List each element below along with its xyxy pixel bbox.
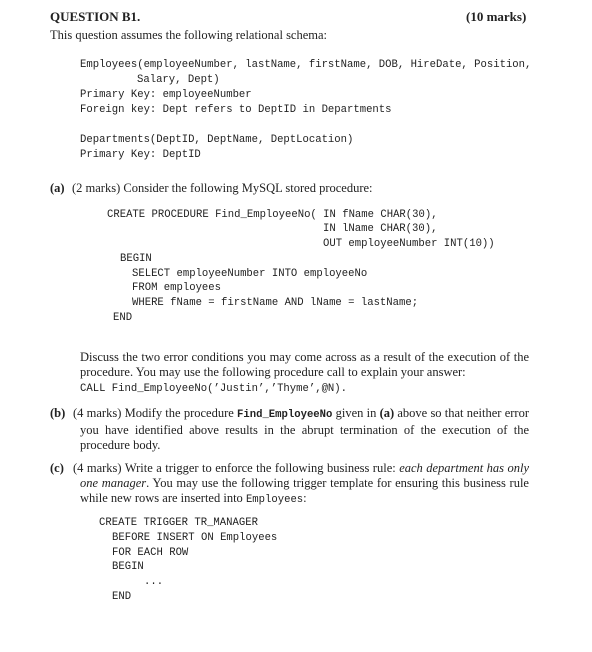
schema-employees-line2: Salary, Dept) (137, 74, 220, 86)
proc-begin: BEGIN (120, 253, 152, 265)
part-c-label: (c) (50, 461, 64, 475)
part-a-label: (a) (50, 181, 65, 195)
trigger-line1: CREATE TRIGGER TR_MANAGER (99, 517, 258, 529)
part-b-text-pre: (4 marks) Modify the procedure (73, 406, 238, 420)
part-c-text-pre: (4 marks) Write a trigger to enforce the following business rule: (73, 461, 400, 475)
part-b-proc-name: Find_EmployeeNo (237, 409, 333, 421)
part-b-ref: (a) (379, 406, 395, 420)
part-a-discuss-text: Discuss the two error conditions you may come across as a result of the execution of the procedure. You may use the following procedure call to explain your answer: (80, 350, 529, 379)
schema-departments-line: Departments(DeptID, DeptName, DeptLocation) (80, 134, 354, 146)
part-a-text: (2 marks) Consider the following MySQL stored procedure: (72, 181, 373, 195)
part-c-end-punct: : (303, 491, 307, 505)
question-marks: (10 marks) (466, 9, 527, 24)
proc-from: FROM employees (132, 282, 222, 294)
part-c-text (73, 461, 529, 508)
proc-line3: OUT employeeNumber INT(10)) (323, 238, 495, 250)
question-title: QUESTION B1. (50, 9, 141, 24)
part-c-text-post: . You may use the following trigger template for ensuring this business rule while new rows are inserted into (80, 476, 529, 505)
trigger-line3: FOR EACH ROW (112, 547, 189, 559)
part-c-rule: each department has only one manager (80, 461, 529, 490)
trigger-dots: ... (144, 576, 164, 588)
schema-employees-fk: Foreign key: Dept refers to DeptID in Departments (80, 104, 392, 116)
part-a-discuss (80, 350, 529, 397)
part-b-text-post: above so that neither error you have identified above results in the abrupt termination of the execution of the procedure body. (80, 406, 529, 452)
trigger-end: END (112, 591, 132, 603)
schema-employees-line1: Employees(employeeNumber, lastName, firstName, DOB, HireDate, Position, (80, 59, 532, 71)
proc-where: WHERE fName = firstName AND lName = lastName; (132, 297, 419, 309)
schema-employees-pk: Primary Key: employeeNumber (80, 89, 252, 101)
proc-end: END (113, 312, 133, 324)
part-a-call: CALL Find_EmployeeNo(’Justin’,’Thyme’,@N). (80, 383, 348, 395)
intro-text: This question assumes the following relational schema: (50, 28, 328, 42)
proc-line1: CREATE PROCEDURE Find_EmployeeNo( IN fName CHAR(30), (107, 209, 438, 221)
part-b-text (73, 406, 529, 453)
part-b-text-mid: given in (332, 406, 380, 420)
trigger-begin: BEGIN (112, 561, 144, 573)
proc-line2: IN lName CHAR(30), (323, 223, 438, 235)
part-b-label: (b) (50, 406, 66, 420)
proc-select: SELECT employeeNumber INTO employeeNo (132, 268, 368, 280)
part-c-table: Employees (245, 494, 304, 506)
trigger-line2: BEFORE INSERT ON Employees (112, 532, 278, 544)
schema-departments-pk: Primary Key: DeptID (80, 149, 201, 161)
